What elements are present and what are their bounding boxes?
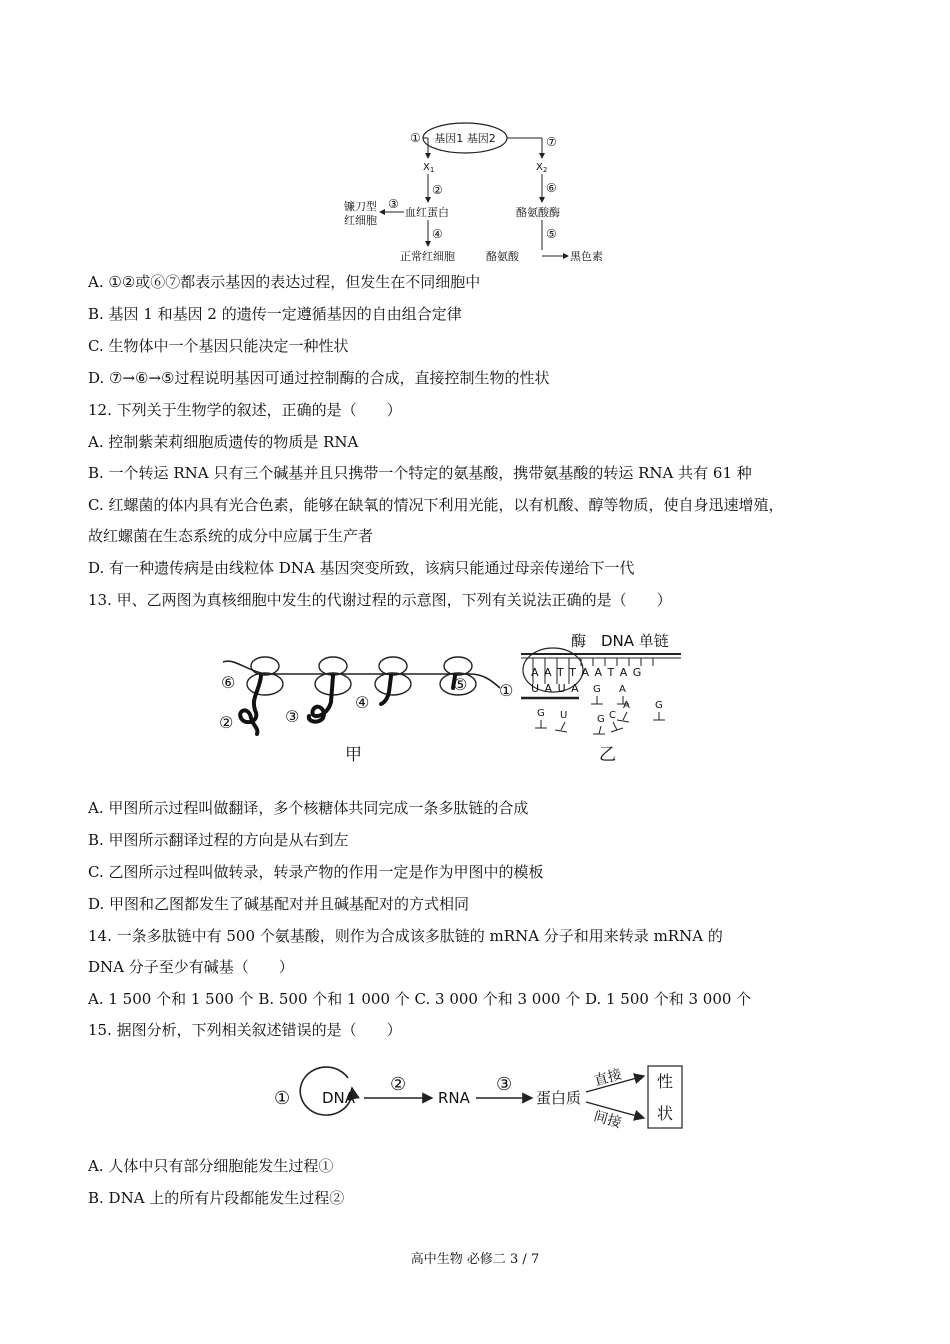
- label-6: ⑥: [221, 673, 236, 692]
- step-1-label: ①: [410, 131, 421, 145]
- q15-stem: 15. 据图分析，下列相关叙述错误的是（ ）: [88, 1021, 402, 1039]
- label-2: ②: [219, 713, 234, 732]
- step-5-label: ⑤: [546, 227, 557, 241]
- q11-option-b: B. 基因 1 和基因 2 的遗传一定遵循基因的自由组合定律: [88, 305, 462, 323]
- label-5: ⑤: [453, 675, 468, 694]
- q12-option-a: A. 控制紫茉莉细胞质遗传的物质是 RNA: [88, 433, 359, 451]
- process-2-label: ②: [390, 1074, 407, 1095]
- q12-option-b: B. 一个转运 RNA 只有三个碱基并且只携带一个特定的氨基酸，携带氨基酸的转运 RNA 共有 61 种: [88, 464, 752, 482]
- dna-label: DNA: [322, 1089, 356, 1107]
- free-base: U: [560, 710, 568, 721]
- q12-option-c-line2: 故红螺菌在生态系统的成分中应属于生产者: [88, 527, 374, 545]
- q13-option-a: A. 甲图所示过程叫做翻译，多个核糖体共同完成一条多肽链的合成: [88, 799, 529, 817]
- translation-transcription-figure: [215, 622, 685, 770]
- step-3-label: ③: [388, 197, 399, 211]
- free-base: G: [597, 714, 605, 725]
- label-1: ①: [499, 681, 514, 700]
- q15-option-b: B. DNA 上的所有片段都能发生过程②: [88, 1189, 345, 1207]
- sickle-cell-label-2: 红细胞: [344, 214, 377, 227]
- enzyme-label: 酶: [571, 632, 587, 650]
- q12-option-c-line1: C. 红螺菌的体内具有光合色素，能够在缺氧的情况下利用光能，以有机酸、醇等物质，使自身迅速增殖，: [88, 496, 784, 514]
- process-1-label: ①: [274, 1088, 291, 1109]
- page-footer: 高中生物 必修二 3 / 7: [410, 1252, 540, 1267]
- q14-stem-line1: 14. 一条多肽链中有 500 个氨基酸，则作为合成该多肽链的 mRNA 分子和用来转录 mRNA 的: [88, 927, 723, 945]
- q11-option-a: A. ①②或⑥⑦都表示基因的表达过程，但发生在不同细胞中: [88, 273, 481, 291]
- q13-stem: 13. 甲、乙两图为真核细胞中发生的代谢过程的示意图，下列有关说法正确的是（ ）: [88, 591, 672, 609]
- melanin-label: 黑色素: [570, 250, 603, 263]
- process-3-label: ③: [496, 1074, 513, 1095]
- template-bases: A A T T A A T A G: [531, 666, 643, 679]
- trait-label-1: 性: [657, 1072, 674, 1091]
- q12-stem: 12. 下列关于生物学的叙述，正确的是（ ）: [88, 401, 402, 419]
- step-2-label: ②: [432, 183, 443, 197]
- hemoglobin-label: 血红蛋白: [405, 206, 449, 219]
- q11-option-d: D. ⑦→⑥→⑤过程说明基因可通过控制酶的合成，直接控制生物的性状: [88, 369, 550, 387]
- q12-option-d: D. 有一种遗传病是由线粒体 DNA 基因突变所致，该病只能通过母亲传递给下一代: [88, 559, 635, 577]
- step-7-label: ⑦: [546, 135, 557, 149]
- free-base: G: [537, 708, 545, 719]
- normal-rbc-label: 正常红细胞: [400, 250, 455, 263]
- q13-option-c: C. 乙图所示过程叫做转录，转录产物的作用一定是作为甲图中的模板: [88, 863, 544, 881]
- free-base: A: [619, 684, 626, 695]
- protein-label: 蛋白质: [536, 1089, 582, 1107]
- gene-expression-figure: [330, 118, 620, 268]
- q13-option-d: D. 甲图和乙图都发生了碱基配对并且碱基配对的方式相同: [88, 895, 470, 913]
- q11-option-c: C. 生物体中一个基因只能决定一种性状: [88, 337, 349, 355]
- free-base: A: [623, 700, 630, 711]
- label-jia: 甲: [345, 745, 362, 765]
- q15-option-a: A. 人体中只有部分细胞能发生过程①: [88, 1157, 334, 1175]
- tyrosinase-label: 酪氨酸酶: [516, 206, 560, 219]
- central-dogma-figure: [270, 1062, 690, 1138]
- gene-label: 基因1 基因2: [434, 132, 496, 145]
- label-3: ③: [285, 707, 300, 726]
- indirect-label: 间接: [591, 1108, 624, 1132]
- polypeptide-chains: [240, 676, 455, 734]
- step-4-label: ④: [432, 227, 443, 241]
- ribosome-1: [247, 657, 283, 695]
- label-4: ④: [355, 693, 370, 712]
- paired-rna-bases: U A U A: [531, 682, 580, 695]
- label-yi: 乙: [599, 745, 616, 765]
- dna-strand-label: DNA 单链: [601, 632, 669, 650]
- tyrosine-label: 酪氨酸: [486, 250, 519, 263]
- step-6-label: ⑥: [546, 181, 557, 195]
- x1-label: $X_1$: [423, 162, 435, 174]
- q13-option-b: B. 甲图所示翻译过程的方向是从右到左: [88, 831, 349, 849]
- free-base: G: [593, 684, 601, 695]
- q14-options: A. 1 500 个和 1 500 个 B. 500 个和 1 000 个 C. 3 000 个和 3 000 个 D. 1 500 个和 3 000 个: [88, 990, 752, 1008]
- q14-stem-line2: DNA 分子至少有碱基（ ）: [88, 958, 294, 976]
- x2-label: $X_2$: [536, 162, 548, 174]
- direct-label: 直接: [592, 1066, 624, 1090]
- free-base: G: [655, 700, 663, 711]
- trait-label-2: 状: [657, 1104, 674, 1123]
- free-base: C: [609, 710, 616, 721]
- rna-label: RNA: [438, 1089, 470, 1107]
- sickle-cell-label-1: 镰刀型: [344, 200, 377, 213]
